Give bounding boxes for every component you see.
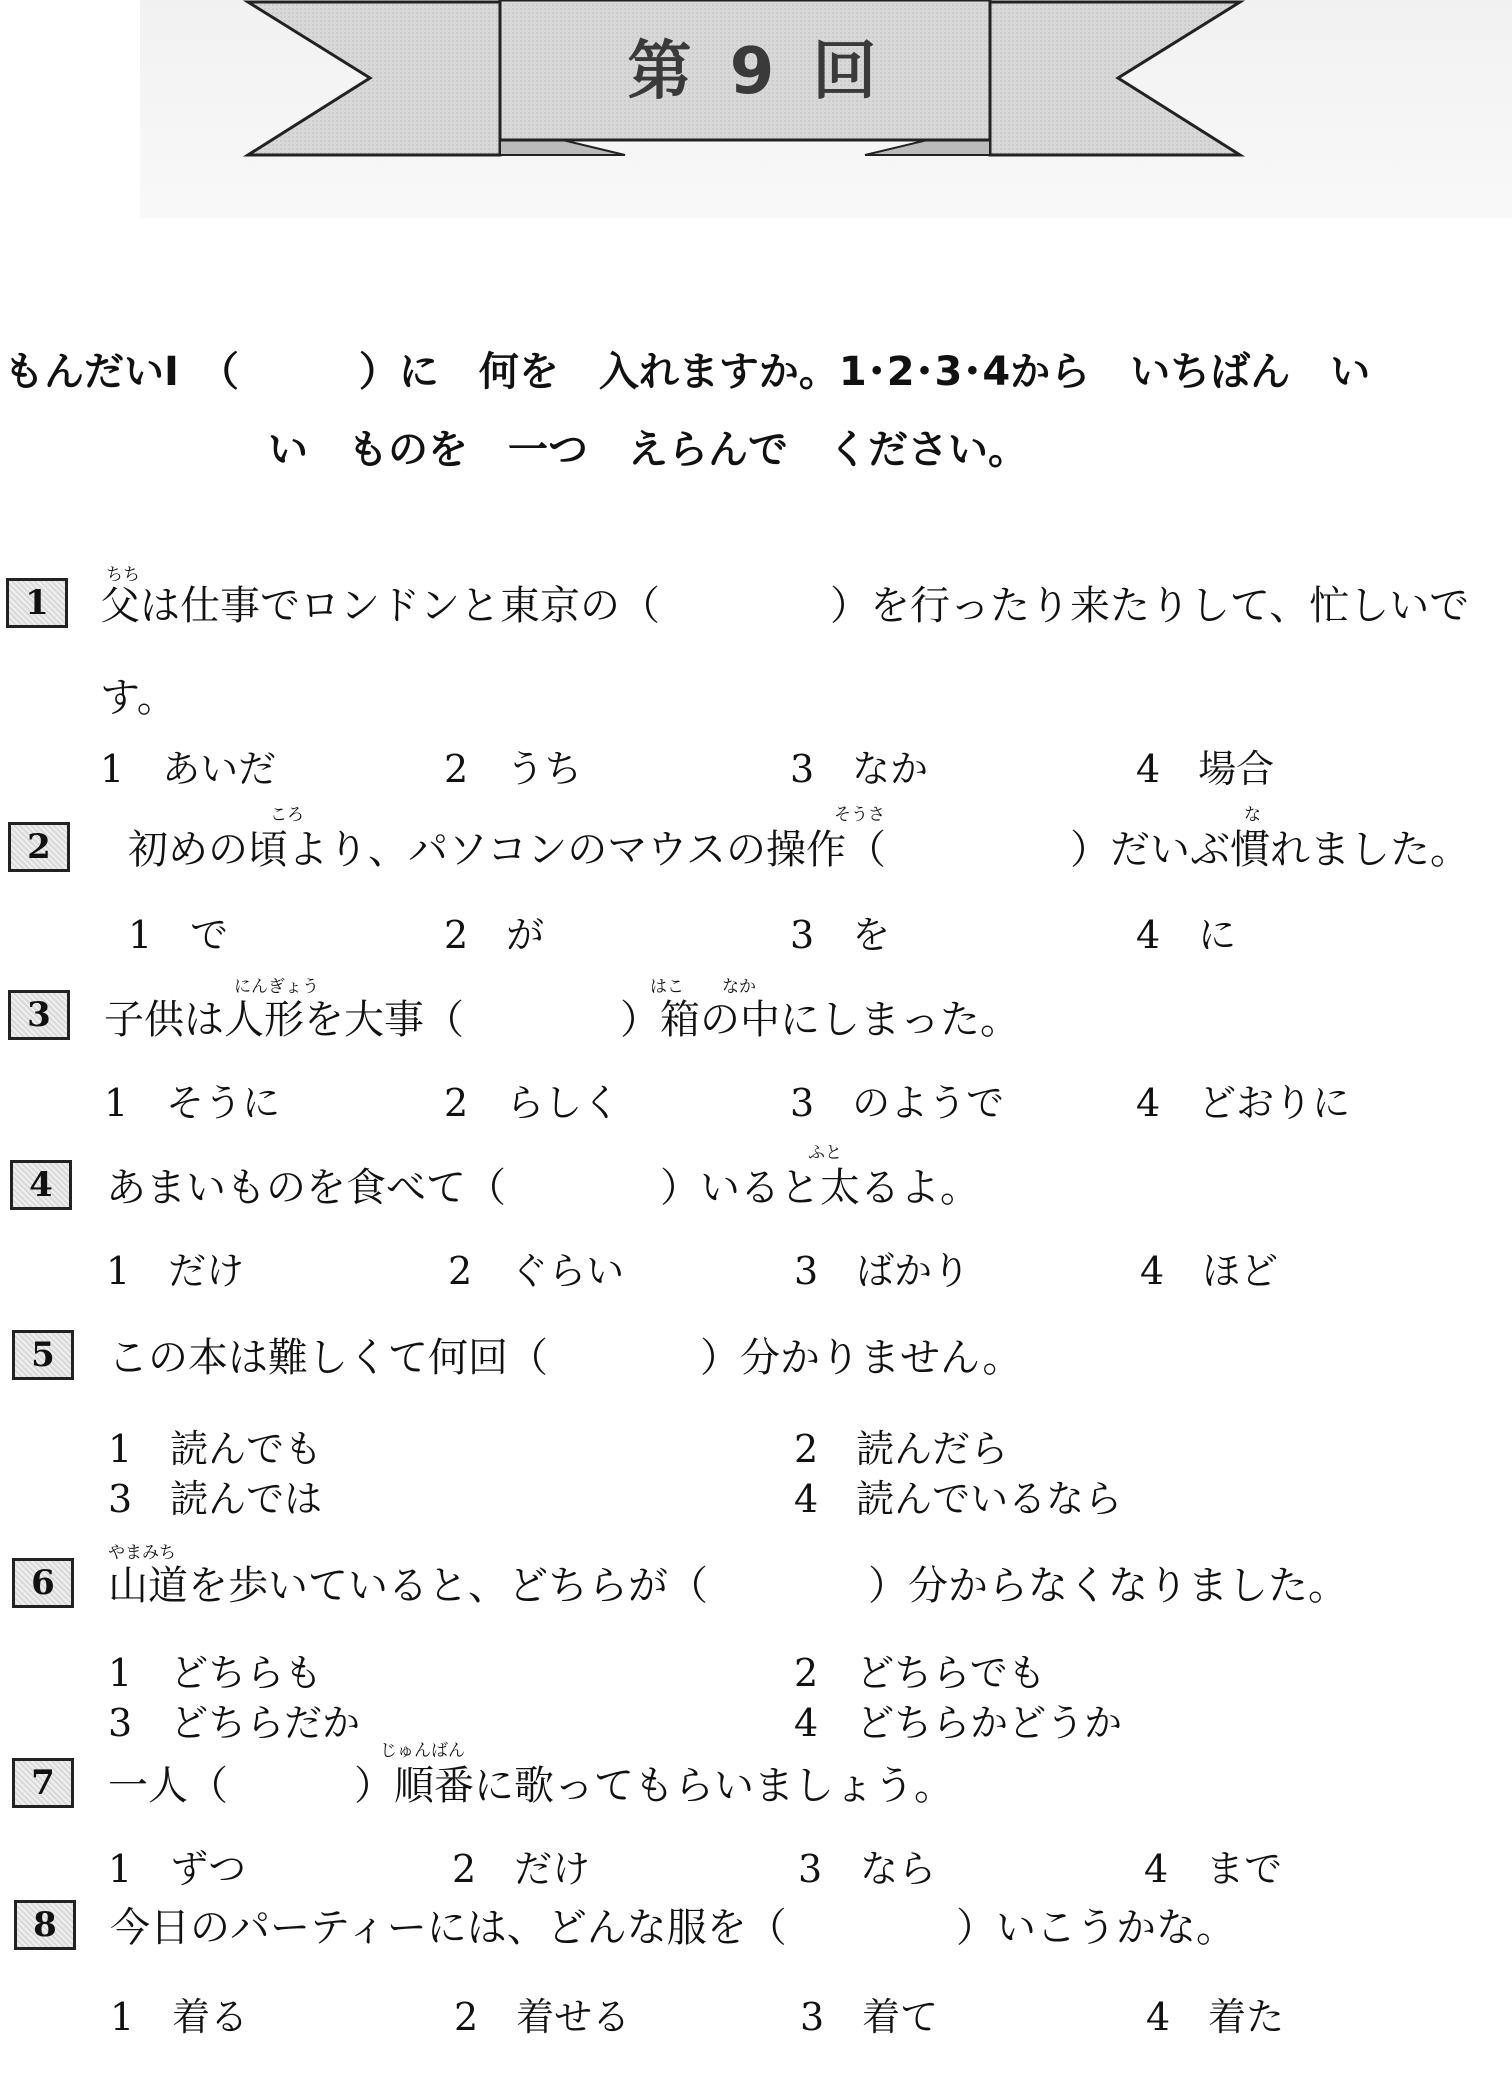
q8-option-3[interactable]: 3 着て [800,1995,939,2039]
ruby-q3-a: にんぎょう [234,977,319,997]
ruby-q2-a: ころ [270,805,304,825]
q7-option-3[interactable]: 3 なら [798,1847,937,1891]
ruby-q1: ちち [106,565,140,585]
q6-option-3[interactable]: 3 どちらだか [108,1701,361,1745]
question-7-text-before: 一人（ [108,1763,228,1809]
q7-option-4[interactable]: 4 まで [1144,1847,1283,1891]
q3-option-2[interactable]: 2 らしく [444,1081,621,1125]
question-4-text-after: ）いると太るよ。 [660,1165,980,1211]
question-number-6: 6 [12,1558,74,1608]
question-1-text-after: ）を行ったり来たりして、忙しいで [830,583,1470,629]
q5-option-3[interactable]: 3 読んでは [108,1477,323,1521]
q2-option-1[interactable]: 1 で [128,913,229,957]
q4-option-3[interactable]: 3 ばかり [794,1249,971,1293]
q6-option-4[interactable]: 4 どちらかどうか [794,1701,1123,1745]
question-number-4: 4 [10,1160,72,1210]
q4-option-4[interactable]: 4 ほど [1140,1249,1279,1293]
q3-option-1[interactable]: 1 そうに [104,1081,281,1125]
q4-option-2[interactable]: 2 ぐらい [448,1249,625,1293]
q3-option-4[interactable]: 4 どおりに [1136,1081,1351,1125]
ruby-q3-b: はこ [650,977,684,997]
q7-option-1[interactable]: 1 ずつ [108,1847,247,1891]
instruction-line-2: い ものを 一つ えらんで ください。 [268,427,1028,473]
q2-option-4[interactable]: 4 に [1136,913,1237,957]
question-6-text-after: ）分からなくなりました。 [868,1563,1348,1609]
q1-option-2[interactable]: 2 うち [444,747,583,791]
ruby-q3-c: なか [722,977,756,997]
ruby-q2-c: な [1244,805,1261,825]
q6-option-1[interactable]: 1 どちらも [108,1651,323,1695]
question-number-8: 8 [14,1900,76,1950]
q2-option-3[interactable]: 3 を [790,913,891,957]
question-8-text-after: ）いこうかな。 [956,1905,1236,1951]
question-number-1: 1 [6,578,68,628]
question-1-text-cont: す。 [100,675,177,721]
q1-option-1[interactable]: 1 あいだ [100,747,277,791]
q6-option-2[interactable]: 2 どちらでも [794,1651,1046,1695]
question-number-2: 2 [8,822,70,872]
question-3-text-after: ）箱の中にしまった。 [620,997,1020,1043]
instruction-line-1: もんだいⅠ （ ）に 何を 入れますか。1･2･3･4から いちばん い [4,349,1371,395]
ruby-q6: やまみち [108,1543,176,1563]
question-1-text-before: 父は仕事でロンドンと東京の（ [100,583,660,629]
question-2-text-before: 初めの頃より、パソコンのマウスの操作（ [128,827,886,873]
q1-option-3[interactable]: 3 なか [790,747,929,791]
q5-option-2[interactable]: 2 読んだら [794,1427,1009,1471]
question-8-text-before: 今日のパーティーには、どんな服を（ [110,1905,787,1951]
question-6-text-before: 山道を歩いていると、どちらが（ [108,1563,708,1609]
question-5-text-before: この本は難しくて何回（ [108,1335,548,1381]
ruby-q4: ふと [808,1143,842,1163]
ruby-q2-b: そうさ [834,805,885,825]
question-2-text-after: ）だいぶ慣れました。 [1070,827,1470,873]
q8-option-2[interactable]: 2 着せる [454,1995,631,2039]
q8-option-1[interactable]: 1 着る [110,1995,249,2039]
q8-option-4[interactable]: 4 着た [1146,1995,1285,2039]
ruby-q7: じゅんばん [380,1741,465,1761]
q2-option-2[interactable]: 2 が [444,913,545,957]
q5-option-1[interactable]: 1 読んでも [108,1427,323,1471]
question-3-text-before: 子供は人形を大事（ [104,997,464,1043]
question-number-7: 7 [12,1758,74,1808]
question-number-3: 3 [8,990,70,1040]
question-7-text-after: ）順番に歌ってもらいましょう。 [354,1763,954,1809]
q5-option-4[interactable]: 4 読んでいるなら [794,1477,1123,1521]
q1-option-4[interactable]: 4 場合 [1136,747,1275,791]
page-title: 第 9 回 [627,35,885,109]
q3-option-3[interactable]: 3 のようで [790,1081,1005,1125]
q4-option-1[interactable]: 1 だけ [106,1249,245,1293]
question-5-text-after: ）分かりません。 [700,1335,1023,1381]
q7-option-2[interactable]: 2 だけ [452,1847,591,1891]
question-number-5: 5 [12,1330,74,1380]
question-4-text-before: あまいものを食べて（ [106,1165,506,1211]
